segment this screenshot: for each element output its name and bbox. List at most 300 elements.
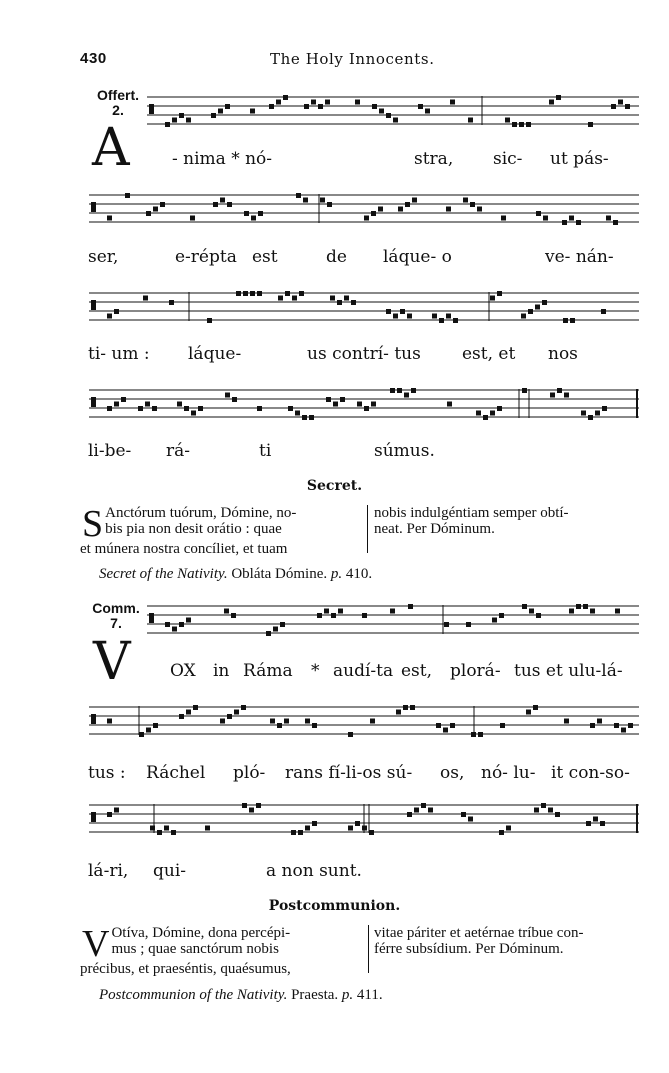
neume-note [390,609,395,614]
neume-note [284,719,289,724]
reference-italic: Secret of the Nativity. [99,566,228,582]
neume-note [269,104,274,109]
neume-note [468,817,473,822]
staff-lines [147,603,639,639]
neume-note [191,411,196,416]
lyric: audí-ta [333,661,394,681]
prayer-line: neat. Per Dóminum. [374,521,495,537]
neume-note [258,211,263,216]
offertory-staff-2 [89,192,639,228]
neume-note [562,220,567,225]
lyric: ve- nán- [545,247,614,267]
lyric: nó- lu- [481,763,536,783]
neume-note [588,122,593,127]
prayer-line: et múnera nostra concíliet, et tuam [80,541,288,557]
neume-note [583,604,588,609]
neume-note [225,393,230,398]
neume-note [171,830,176,835]
neume-note [450,100,455,105]
neume-note [601,309,606,314]
neume-note [621,728,626,733]
postcommunion-left-column [82,925,364,977]
neume-note [444,622,449,627]
neume-note [355,821,360,826]
neume-note [270,719,275,724]
neume-note [403,705,408,710]
neume-note [497,406,502,411]
communion-staff-1 [147,603,639,639]
neume-note [351,300,356,305]
neume-note [386,113,391,118]
page-number: 430 [80,50,107,67]
prayer-line: nobis indulgéntiam semper obtí- [374,505,569,521]
neume-note [190,216,195,221]
lyric: - nima * nó- [172,149,273,169]
neume-note [590,609,595,614]
prayer-line: Anctórum tuórum, Dómine, no- [105,505,297,521]
neume-note [280,622,285,627]
neume-note [466,622,471,627]
neume-note [348,732,353,737]
lyric: OX [170,661,196,681]
neume-note [312,723,317,728]
offertory-label [86,88,150,118]
neume-note [364,216,369,221]
offertory-staff-3 [89,290,639,326]
neume-note [446,207,451,212]
neume-note [397,388,402,393]
secret-right-column [374,505,654,537]
neume-note [555,812,560,817]
neume-note [205,826,210,831]
neume-note [602,406,607,411]
neume-note [576,604,581,609]
reference-page: 411. [356,987,383,1003]
neume-note [241,705,246,710]
neume-note [535,305,540,310]
neume-note [379,109,384,114]
clef [91,300,96,310]
neume-note [543,216,548,221]
communion-label-text: Comm. [92,600,140,616]
neume-note [143,296,148,301]
neume-note [186,710,191,715]
neume-note [470,202,475,207]
neume-note [325,100,330,105]
neume-note [179,714,184,719]
neume-note [198,406,203,411]
neume-note [220,719,225,724]
neume-note [266,631,271,636]
neume-note [393,314,398,319]
neume-note [177,402,182,407]
neume-note [324,609,329,614]
neume-note [447,402,452,407]
reference-p: p. [330,566,343,582]
neume-note [298,830,303,835]
neume-note [600,821,605,826]
neume-note [407,314,412,319]
neume-note [499,830,504,835]
neume-note [411,388,416,393]
lyric: it con-so- [551,763,630,783]
neume-note [318,104,323,109]
column-divider [367,505,368,553]
neume-note [348,826,353,831]
postcommunion-heading: Postcommunion. [268,898,401,914]
neume-note [521,314,526,319]
neume-note [236,291,241,296]
neume-note [160,202,165,207]
neume-note [439,318,444,323]
lyric: Ráchel [146,763,206,783]
neume-note [299,291,304,296]
neume-note [285,291,290,296]
neume-note [186,618,191,623]
neume-note [305,826,310,831]
prayer-line: Otíva, Dómine, dona percépi- [111,925,291,941]
neume-note [611,104,616,109]
lyric: est, [401,661,433,681]
neume-note [526,122,531,127]
neume-note [443,728,448,733]
neume-note [386,309,391,314]
neume-note [107,812,112,817]
neume-note [362,613,367,618]
neume-note [483,415,488,420]
neume-note [224,609,229,614]
neume-note [227,714,232,719]
clef [91,812,96,822]
secret-reference [99,566,372,583]
neume-note [305,719,310,724]
neume-note [615,609,620,614]
communion-mode: 7. [110,615,122,631]
neume-note [107,314,112,319]
prayer-line: précibus, et praeséntis, quaésumus, [80,961,291,977]
neume-note [227,202,232,207]
neume-note [371,402,376,407]
neume-note [296,193,301,198]
lyric: de [326,247,347,267]
neume-note [320,198,325,203]
neume-note [477,207,482,212]
neume-note [529,609,534,614]
neume-note [370,719,375,724]
neume-note [606,216,611,221]
lyric: nos [548,344,578,364]
neume-note [277,723,282,728]
neume-note [476,411,481,416]
lyric: lá-ri, [88,861,129,881]
staff-lines [89,387,639,423]
neume-note [597,719,602,724]
neume-note [436,723,441,728]
neume-note [490,411,495,416]
neume-note [234,710,239,715]
neume-note [330,296,335,301]
neume-note [278,296,283,301]
communion-label [86,601,146,631]
neume-note [390,388,395,393]
prayer-line: mus ; quae sanctórum nobis [111,941,279,957]
neume-note [169,300,174,305]
neume-note [501,216,506,221]
neume-note [478,732,483,737]
neume-note [362,826,367,831]
clef [149,104,154,114]
lyric: us contrí- tus [307,344,421,364]
neume-note [184,406,189,411]
neume-note [114,808,119,813]
lyric: os, [440,763,465,783]
neume-note [453,318,458,323]
postcommunion-right-column [374,925,659,957]
neume-note [548,808,553,813]
clef [91,397,96,407]
neume-note [536,613,541,618]
neume-note [595,411,600,416]
page-title: The Holy Innocents. [270,50,435,68]
neume-note [338,609,343,614]
lyric: láque- [188,344,242,364]
neume-note [407,812,412,817]
neume-note [257,406,262,411]
neume-note [121,397,126,402]
neume-note [625,104,630,109]
offertory-mode: 2. [112,102,124,118]
neume-note [193,705,198,710]
neume-note [340,397,345,402]
neume-note [526,710,531,715]
neume-note [425,109,430,114]
staff-lines [89,704,639,740]
clef [149,613,154,623]
lyric: pló- [233,763,266,783]
neume-note [186,118,191,123]
neume-note [396,710,401,715]
neume-note [393,118,398,123]
neume-note [446,314,451,319]
neume-note [165,122,170,127]
neume-note [404,393,409,398]
neume-note [251,216,256,221]
neume-note [291,830,296,835]
neume-note [344,296,349,301]
neume-note [497,291,502,296]
lyric: ti [259,441,272,461]
neume-note [463,198,468,203]
neume-note [398,207,403,212]
neume-note [179,622,184,627]
neume-note [428,808,433,813]
neume-note [172,118,177,123]
neume-note [172,627,177,632]
staff-lines [89,802,639,838]
column-divider [368,925,369,973]
neume-note [357,402,362,407]
neume-note [490,296,495,301]
staff-lines [89,192,639,228]
neume-note [304,104,309,109]
prayer-line: férre subsídium. Per Dóminum. [374,941,564,957]
neume-note [471,732,476,737]
postcommunion-dropcap: V [82,923,110,965]
neume-note [250,109,255,114]
neume-note [250,291,255,296]
neume-note [355,100,360,105]
neume-note [276,100,281,105]
offertory-staff-1 [147,94,639,130]
neume-note [312,821,317,826]
neume-note [549,100,554,105]
neume-note [244,211,249,216]
neume-note [146,728,151,733]
lyric: est [252,247,278,267]
neume-note [590,723,595,728]
neume-note [569,216,574,221]
neume-note [139,732,144,737]
neume-note [152,406,157,411]
neume-note [461,812,466,817]
lyric: ser, [88,247,119,267]
neume-note [522,388,527,393]
neume-note [150,826,155,831]
neume-note [218,109,223,114]
neume-note [500,723,505,728]
neume-note [528,309,533,314]
neume-note [400,309,405,314]
lyric: qui- [153,861,187,881]
reference-italic: Postcommunion of the Nativity. [99,987,288,1003]
lyric: e-répta [175,247,237,267]
clef [91,202,96,212]
neume-note [249,808,254,813]
neume-note [550,393,555,398]
lyric: stra, [414,149,454,169]
neume-note [410,705,415,710]
neume-note [576,220,581,225]
neume-note [450,723,455,728]
lyric: súmus. [374,441,435,461]
neume-note [570,318,575,323]
reference-page: 410. [345,566,373,582]
neume-note [302,415,307,420]
neume-note [295,411,300,416]
neume-note [225,104,230,109]
lyric: li-be- [88,441,132,461]
neume-note [505,118,510,123]
neume-note [541,803,546,808]
neume-note [628,723,633,728]
neume-note [414,808,419,813]
lyric: plorá- [450,661,501,681]
neume-note [309,415,314,420]
reference-text: Obláta Dómine. [231,566,328,582]
reference-p: p. [341,987,354,1003]
lyric: tus et ulu-lá- [514,661,623,681]
neume-note [125,193,130,198]
neume-note [211,113,216,118]
neume-note [364,406,369,411]
lyric: sic- [493,149,523,169]
offertory-label-text: Offert. [97,87,139,103]
neume-note [421,803,426,808]
neume-note [146,211,151,216]
neume-note [557,388,562,393]
neume-note [372,104,377,109]
neume-note [499,613,504,618]
neume-note [283,95,288,100]
neume-note [157,830,162,835]
neume-note [378,207,383,212]
lyric: Ráma [243,661,293,681]
prayer-line: vitae páriter et aetérnae tríbue con- [374,925,584,941]
neume-note [164,826,169,831]
neume-note [522,604,527,609]
neume-note [153,207,158,212]
neume-note [231,613,236,618]
lyric: est, et [462,344,516,364]
communion-staff-2 [89,704,639,740]
neume-note [138,406,143,411]
lyric: * [311,661,320,681]
neume-note [303,198,308,203]
neume-note [107,719,112,724]
neume-note [327,202,332,207]
neume-note [371,211,376,216]
staff-lines [147,94,639,130]
lyric: ti- um : [88,344,150,364]
neume-note [114,402,119,407]
neume-note [256,803,261,808]
neume-note [563,318,568,323]
neume-note [542,300,547,305]
lyric: ut pás- [550,149,609,169]
neume-note [593,817,598,822]
neume-note [213,202,218,207]
neume-note [534,808,539,813]
neume-note [337,300,342,305]
lyric: tus : [88,763,126,783]
neume-note [613,220,618,225]
neume-note [408,604,413,609]
neume-note [405,202,410,207]
neume-note [569,609,574,614]
neume-note [114,309,119,314]
neume-note [519,122,524,127]
neume-note [179,113,184,118]
communion-staff-3 [89,802,639,838]
neume-note [614,723,619,728]
neume-note [586,821,591,826]
neume-note [317,613,322,618]
secret-dropcap: S [82,503,104,545]
secret-heading: Secret. [306,478,363,494]
neume-note [564,393,569,398]
lyric: rans fí-li-os sú- [285,763,413,783]
offertory-staff-4 [89,387,639,423]
communion-initial: V [93,632,131,692]
neume-note [432,314,437,319]
lyric: láque- o [383,247,452,267]
lyric: rá- [166,441,191,461]
neume-note [273,627,278,632]
neume-note [326,397,331,402]
neume-note [331,613,336,618]
neume-note [536,211,541,216]
lyric: in [213,661,230,681]
